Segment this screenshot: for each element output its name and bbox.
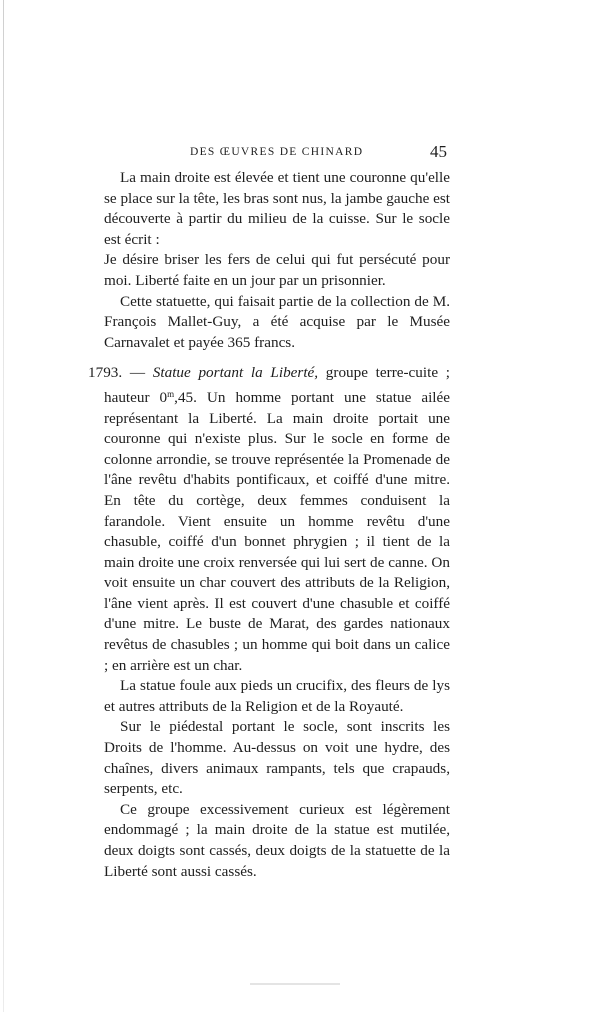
running-title: DES ŒUVRES DE CHINARD [190,146,364,158]
entry-title: Statue portant la Liberté, [152,364,319,382]
bottom-smudge [250,983,340,985]
page-edge-line [3,0,4,1012]
page-header [104,142,454,166]
entry-date: 1793. — [88,364,146,382]
entry-superscript: m [167,388,175,399]
entry-text-rest: ,45. Un homme portant une statue ailée représentant la Liberté. La main droite portait une couronne qui n'existe plus. Sur le socle en forme de colonne arrondie, se trouve représentée la Promenade de l'âne revêtu d'habits pontificaux, et coiffé d'une mitre. En tête du cortège, deux femmes conduisent la farandole. Vient ensuite un homme revêtu d'une chasuble, coiffé d'un bonnet phrygien ; il tient de la main droite une croix renversée qui lui sert de canne. On voit ensuite un char couvert des attributs de la Religion, l'âne vient après. Il est couvert d'une chasuble et coiffé d'une mitre. Le buste de Marat, des gardes nationaux revêtus de chasubles ; un homme qui boit dans un calice ; en arrière est un char. [104,388,450,674]
paragraph-description: La main droite est élevée et tient une couronne qu'elle se place sur la tête, les bras sont nus, la jambe gauche est découverte à partir du milieu de la cuisse. Sur le socle est écrit : [104,169,450,248]
paragraph-crucifix: La statue foule aux pieds un crucifix, des fleurs de lys et autres attributs de la Religion et de la Royauté. [104,677,450,715]
entry-text-start: groupe terre-cuite ; hauteur 0 [104,364,451,406]
catalog-entry-1793 [88,363,450,676]
paragraph-inscription: Je désire briser les fers de celui qui fut persécuté pour moi. Liberté faite en un jour par un prisonnier. [104,251,450,289]
paragraph-piedestal: Sur le piédestal portant le socle, sont inscrits les Droits de l'homme. Au-dessus on voit une hydre, des chaînes, divers animaux rampants, tels que crapauds, serpents, etc. [104,718,450,798]
page-number: 45 [430,142,447,161]
paragraph-provenance: Cette statuette, qui faisait partie de la collection de M. François Mallet-Guy, a été acquise par le Musée Carnavalet et payée 365 francs. [104,292,450,351]
body-text [88,168,451,882]
paragraph-condition: Ce groupe excessivement curieux est légèrement endommagé ; la main droite de la statue est mutilée, deux doigts sont cassés, deux doigts de la statuette de la Liberté sont aussi cassés. [104,800,450,880]
